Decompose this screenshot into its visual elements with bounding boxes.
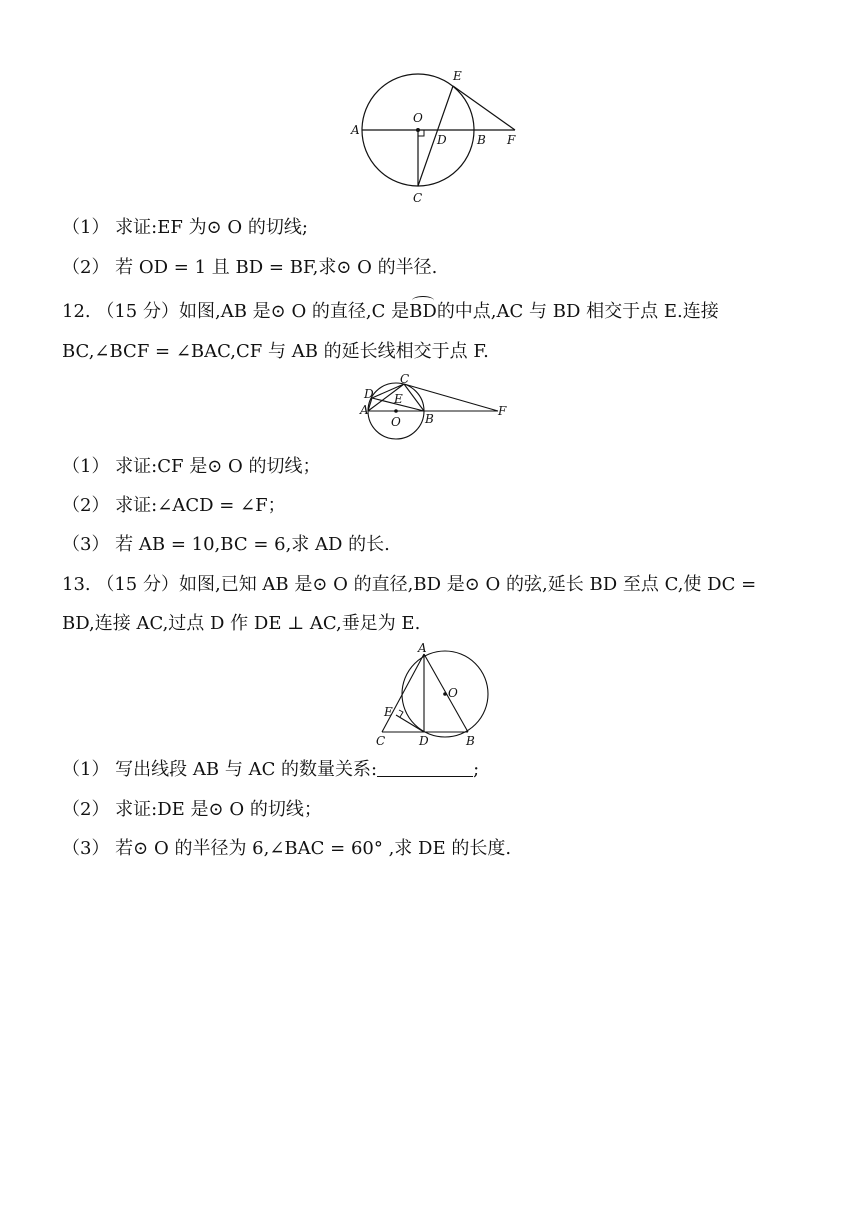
segment-ef — [453, 86, 515, 130]
label-a: A — [360, 403, 369, 417]
label-e: E — [384, 705, 393, 719]
figure-q13-svg — [372, 641, 498, 748]
label-a: A — [351, 123, 360, 137]
label-c: C — [376, 734, 386, 748]
label-f: F — [498, 404, 507, 418]
q13-part3: （3） 若⊙ O 的半径为 6,∠BAC = 60° ,求 DE 的长度. — [62, 838, 512, 859]
q13-part1-text: （1） 写出线段 AB 与 AC 的数量关系: — [62, 759, 378, 780]
q12-stem-line2: BC,∠BCF = ∠BAC,CF 与 AB 的延长线相交于点 F. — [62, 341, 489, 362]
label-d: D — [419, 734, 429, 748]
figure-q11 — [345, 66, 525, 206]
label-c: C — [400, 372, 410, 386]
q12-part2: （2） 求证:∠ACD = ∠F； — [62, 495, 286, 516]
figure-q12 — [358, 374, 518, 440]
label-b: B — [477, 133, 486, 147]
figure-q11-svg — [345, 66, 525, 206]
arc-bd: BD — [409, 301, 437, 322]
q13-part2: （2） 求证:DE 是⊙ O 的切线； — [62, 799, 322, 820]
figure-q12-svg — [358, 374, 518, 440]
label-o: O — [391, 415, 401, 429]
label-b: B — [466, 734, 475, 748]
label-a: A — [418, 641, 427, 655]
label-c: C — [413, 191, 423, 205]
label-d: D — [364, 387, 374, 401]
label-o: O — [448, 686, 458, 700]
q11-part2: （2） 若 OD = 1 且 BD = BF,求⊙ O 的半径. — [62, 257, 438, 278]
q13-part1 — [62, 758, 479, 782]
center-dot — [394, 409, 398, 413]
q12-part1: （1） 求证:CF 是⊙ O 的切线； — [62, 456, 321, 477]
q12-stem-line1 — [62, 300, 719, 324]
center-dot — [443, 692, 447, 696]
label-e: E — [394, 392, 403, 406]
q12-stem-line1-b: 的中点,AC 与 BD 相交于点 E.连接 — [436, 301, 719, 322]
label-b: B — [425, 412, 434, 426]
segment-ac — [382, 654, 424, 732]
center-dot — [416, 128, 420, 132]
right-angle-mark — [399, 710, 403, 717]
label-e: E — [453, 69, 462, 83]
label-o: O — [413, 111, 423, 125]
q13-stem-line2: BD,连接 AC,过点 D 作 DE ⊥ AC,垂足为 E. — [62, 613, 421, 634]
answer-blank[interactable] — [377, 758, 473, 777]
q12-stem-line1-a: 12. （15 分）如图,AB 是⊙ O 的直径,C 是 — [62, 301, 410, 322]
q11-part1: （1） 求证:EF 为⊙ O 的切线; — [62, 217, 308, 238]
segment-de — [396, 715, 424, 732]
label-d: D — [437, 133, 447, 147]
q13-part1-end: ; — [473, 759, 480, 780]
segment-cf — [404, 384, 498, 411]
label-f: F — [507, 133, 516, 147]
q12-part3: （3） 若 AB = 10,BC = 6,求 AD 的长. — [62, 534, 390, 555]
q13-stem-line1: 13. （15 分）如图,已知 AB 是⊙ O 的直径,BD 是⊙ O 的弦,延长 BD 至点 C,使 DC = — [62, 574, 757, 595]
figure-q13 — [372, 641, 498, 748]
